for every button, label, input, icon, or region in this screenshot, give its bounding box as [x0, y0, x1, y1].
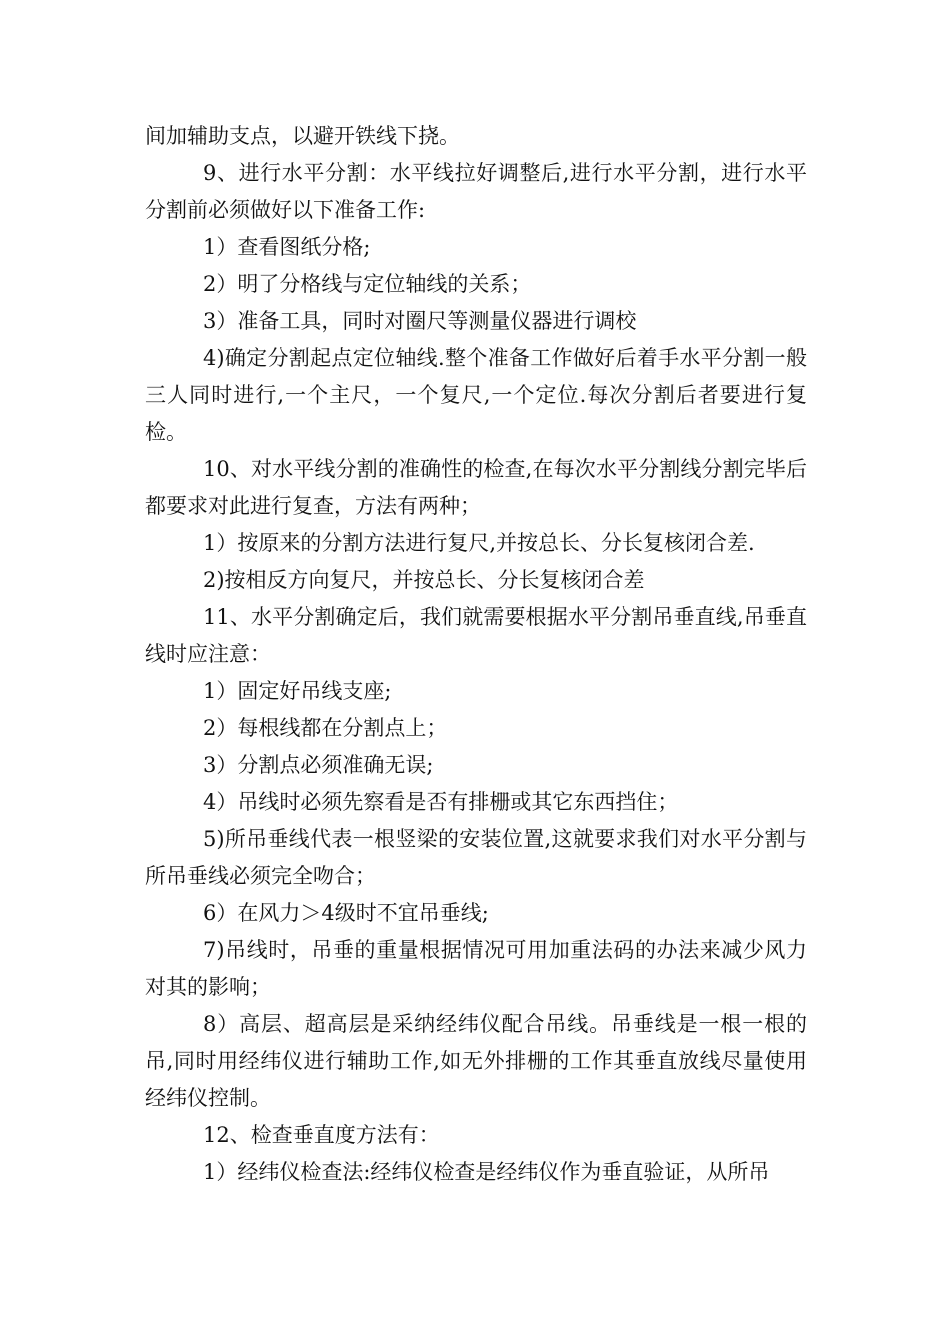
paragraph: 12、检查垂直度方法有：: [203, 1123, 440, 1147]
paragraph: 10、对水平线分割的准确性的检查,在每次水平分割线分割完毕后都要求对此进行复查，方法有两种；: [145, 457, 807, 518]
document-body: [145, 118, 807, 1191]
paragraph: 2）每根线都在分割点上；: [203, 716, 448, 740]
paragraph: 3）分割点必须准确无误;: [203, 753, 434, 777]
paragraph: 1）固定好吊线支座;: [203, 679, 392, 703]
paragraph: 2)按相反方向复尺，并按总长、分长复核闭合差: [203, 568, 645, 592]
paragraph: 3）准备工具，同时对圈尺等测量仪器进行调校: [203, 309, 637, 333]
paragraph: 1）经纬仪检查法:经纬仪检查是经纬仪作为垂直验证，从所吊: [203, 1160, 770, 1184]
paragraph: 6）在风力＞4级时不宜吊垂线;: [203, 901, 489, 925]
paragraph: 5)所吊垂线代表一根竖梁的安装位置,这就要求我们对水平分割与所吊垂线必须完全吻合；: [145, 827, 807, 888]
paragraph: 1）按原来的分割方法进行复尺,并按总长、分长复核闭合差.: [203, 531, 755, 555]
paragraph: 11、水平分割确定后，我们就需要根据水平分割吊垂直线,吊垂直线时应注意：: [145, 605, 807, 666]
paragraph: 4)确定分割起点定位轴线.整个准备工作做好后着手水平分割一般三人同时进行,一个主尺，一个复尺,一个定位.每次分割后者要进行复检。: [145, 346, 807, 444]
paragraph: 7)吊线时，吊垂的重量根据情况可用加重法码的办法来减少风力对其的影响；: [145, 938, 807, 999]
paragraph: 间加辅助支点，以避开铁线下挠。: [145, 124, 460, 148]
paragraph: 2）明了分格线与定位轴线的关系；: [203, 272, 532, 296]
paragraph: 9、进行水平分割：水平线拉好调整后,进行水平分割，进行水平分割前必须做好以下准备工作:: [145, 161, 807, 222]
paragraph: 1）查看图纸分格;: [203, 235, 371, 259]
paragraph: 8）高层、超高层是采纳经纬仪配合吊线。吊垂线是一根一根的吊,同时用经纬仪进行辅助工作,如无外排栅的工作其垂直放线尽量使用经纬仪控制。: [145, 1012, 807, 1110]
paragraph: 4）吊线时必须先察看是否有排栅或其它东西挡住；: [203, 790, 679, 814]
